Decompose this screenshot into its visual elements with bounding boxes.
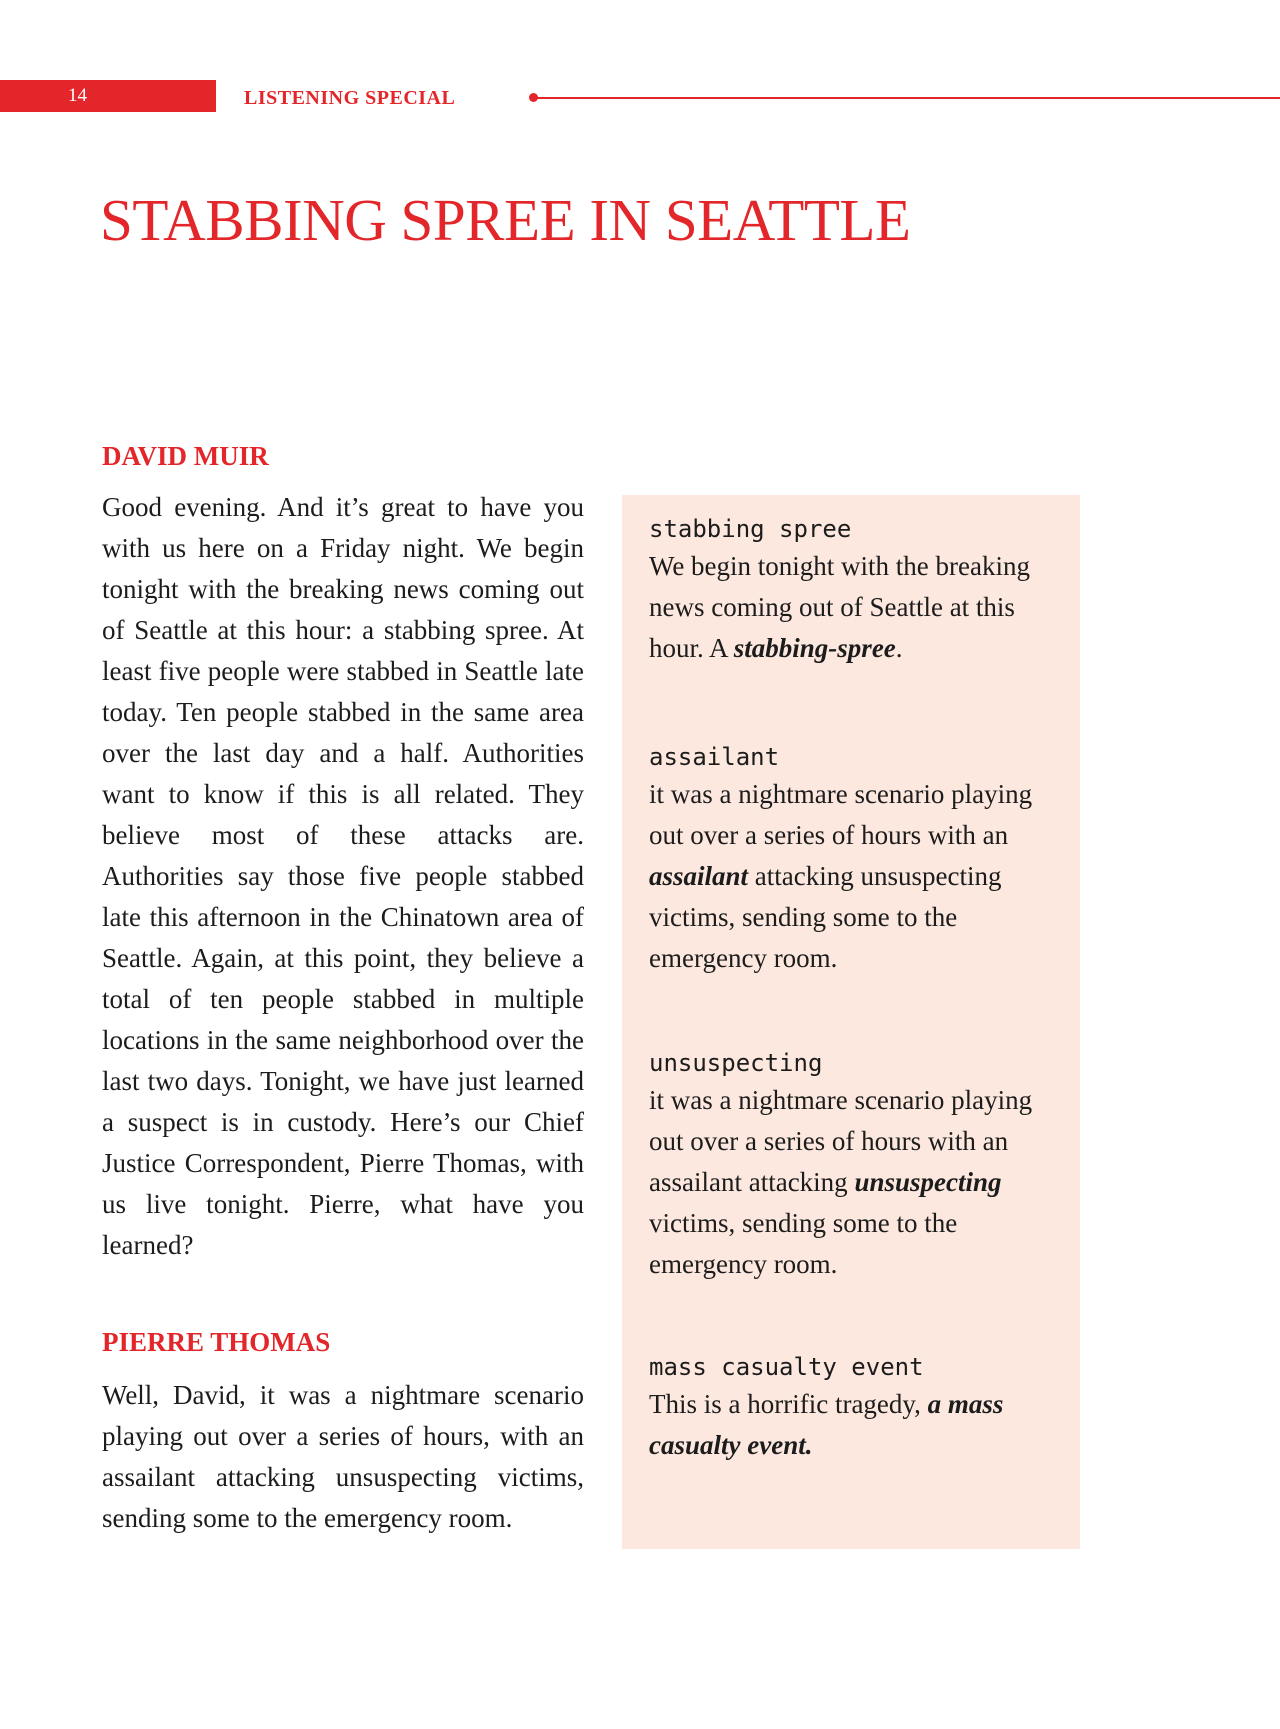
- glossary-term: assailant: [649, 743, 780, 771]
- transcript-paragraph: Well, David, it was a nightmare scenario playing out over a series of hours, with an assailant attacking unsuspecting victims, sending some to the emergency room.: [102, 1380, 584, 1533]
- glossary-highlight: assailant: [649, 861, 749, 891]
- transcript-paragraph: Good evening. And it’s great to have you with us here on a Friday night. We begin tonight with the breaking news coming out of Seattle at this hour: a stabbing spree. At least five people were stabbed in Seattle late today. Ten people stabbed in the same area over the last day and a half. Authorities want to know if this is all related. They believe most of these attacks are. Authorities say those five people stabbed late this afternoon in the Chinatown area of Seattle. Again, at this point, they believe a total of ten people stabbed in multiple locations in the same neighborhood over the last two days. Tonight, we have just learned a suspect is in custody. Here’s our Chief Justice Correspondent, Pierre Thomas, with us live tonight. Pierre, what have you learned?: [102, 492, 584, 1260]
- page-number: 14: [68, 85, 87, 106]
- glossary-term: stabbing spree: [649, 515, 852, 543]
- glossary-entry: [649, 512, 1061, 669]
- header-rule: [536, 97, 1280, 99]
- glossary-term: unsuspecting: [649, 1049, 823, 1077]
- glossary-definition: it was a nightmare scenario playing out over a series of hours with an assailant attacking unsuspecting victims, sending some to the emergency room.: [649, 1085, 1033, 1279]
- article-title: STABBING SPREE IN SEATTLE: [100, 187, 911, 253]
- speaker-name: DAVID MUIR: [102, 441, 269, 471]
- glossary-entry: [649, 1046, 1061, 1285]
- glossary-definition: This is a horrific tragedy, a mass casualty event.: [649, 1389, 1004, 1460]
- glossary-entry: [649, 740, 1061, 979]
- speaker-name: PIERRE THOMAS: [102, 1327, 331, 1357]
- glossary-highlight: stabbing-spree: [733, 633, 896, 663]
- glossary-highlight: unsuspecting: [854, 1167, 1002, 1197]
- glossary-entry: [649, 1350, 1061, 1466]
- glossary-box: [622, 495, 1080, 1549]
- glossary-definition: it was a nightmare scenario playing out over a series of hours with an assailant attacking unsuspecting victims, sending some to the emergency room.: [649, 779, 1033, 973]
- section-label: LISTENING SPECIAL: [244, 87, 456, 109]
- glossary-highlight: a mass casualty event.: [649, 1389, 1004, 1460]
- glossary-term: mass casualty event: [649, 1353, 924, 1381]
- glossary-definition: We begin tonight with the breaking news coming out of Seattle at this hour. A stabbing-spree.: [649, 551, 1030, 663]
- header-bar: [0, 80, 216, 112]
